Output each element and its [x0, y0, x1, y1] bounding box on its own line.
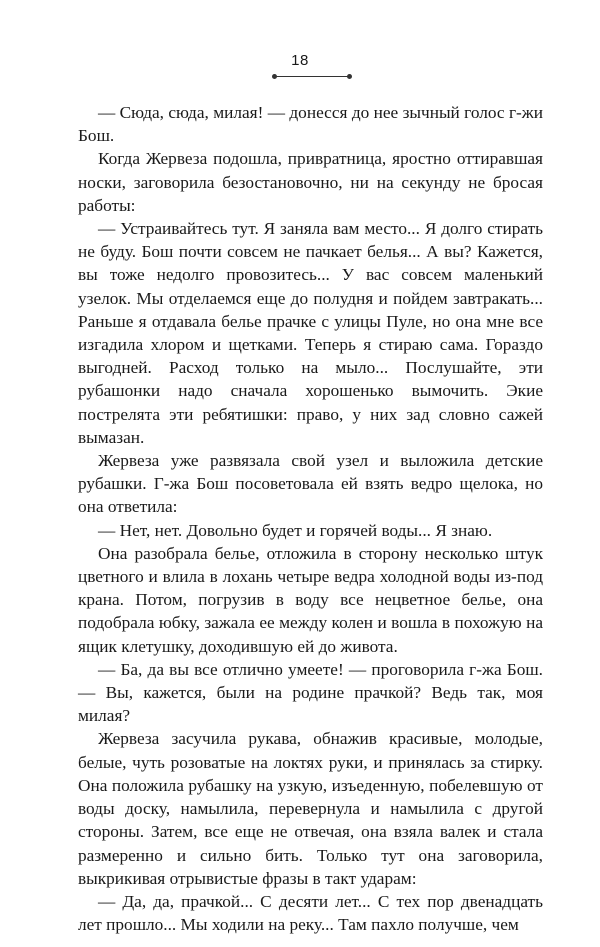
body-text: [78, 101, 543, 936]
paragraph: Она разобрала белье, отложила в сторону несколько штук цветного и влила в лохань четыре ведра холодной воды из-под крана. Потом, погрузив в воду все нецветное белье, она подобрала юбку, зажала ее между колен и вошла в похожую на ящик клетушку, доходившую ей до живота.: [78, 543, 543, 656]
paragraph: — Сюда, сюда, милая! — донесся до нее зычный голос г-жи Бош.: [78, 103, 543, 146]
paragraph: — Ба, да вы все отлично умеете! — проговорила г-жа Бош. — Вы, кажется, были на родине прачкой? Ведь так, моя милая?: [78, 659, 543, 726]
paragraph: Когда Жервеза подошла, привратница, яростно оттиравшая носки, заговорила безостановочно, ни на секунду не бросая работы:: [78, 149, 543, 215]
ornament-dot-right: [347, 74, 352, 79]
paragraph: — Устраивайтесь тут. Я заняла вам место... Я долго стирать не буду. Бош почти совсем не пачкает белья... А вы? Кажется, вы тоже недолго провозитесь... У вас совсем маленький узелок. Мы отделаемся еще до полудня и пойдем завтракать... Раньше я отдавала белье прачке с улицы Пуле, но она мне все изгадила хлором и щетками. Теперь я стираю сама. Гораздо выгодней. Расход только на мыло... Послушайте, эти рубашонки надо сначала хорошенько вымочить. Экие пострелята эти ребятишки: право, у них зад словно сажей вымазан.: [78, 219, 543, 447]
paragraph: — Нет, нет. Довольно будет и горячей воды... Я знаю.: [98, 520, 493, 540]
paragraph: — Да, да, прачкой... С десяти лет... С тех пор двенадцать лет прошло... Мы ходили на реку... Там пахло получше, чем: [78, 891, 543, 935]
ornament-line: [275, 76, 349, 77]
paragraph: Жервеза уже развязала свой узел и выложила детские рубашки. Г-жа Бош посоветовала ей взять ведро щелока, но она ответила:: [78, 451, 543, 517]
paragraph: Жервеза засучила рукава, обнажив красивые, молодые, белые, чуть розоватые на локтях руки, и принялась за стирку. Она положила рубашку на узкую, изъеденную, побелевшую от воды доску, намылила, перевернула и намылила с другой стороны. Затем, все еще не отвечая, она взяла валек и стала размеренно и сильно бить. Только тут она заговорила, выкрикивая отрывистые фразы в такт ударам:: [78, 729, 543, 888]
page-number-ornament: [272, 73, 352, 80]
page-header: [0, 50, 600, 70]
page-number: 18: [291, 52, 309, 69]
